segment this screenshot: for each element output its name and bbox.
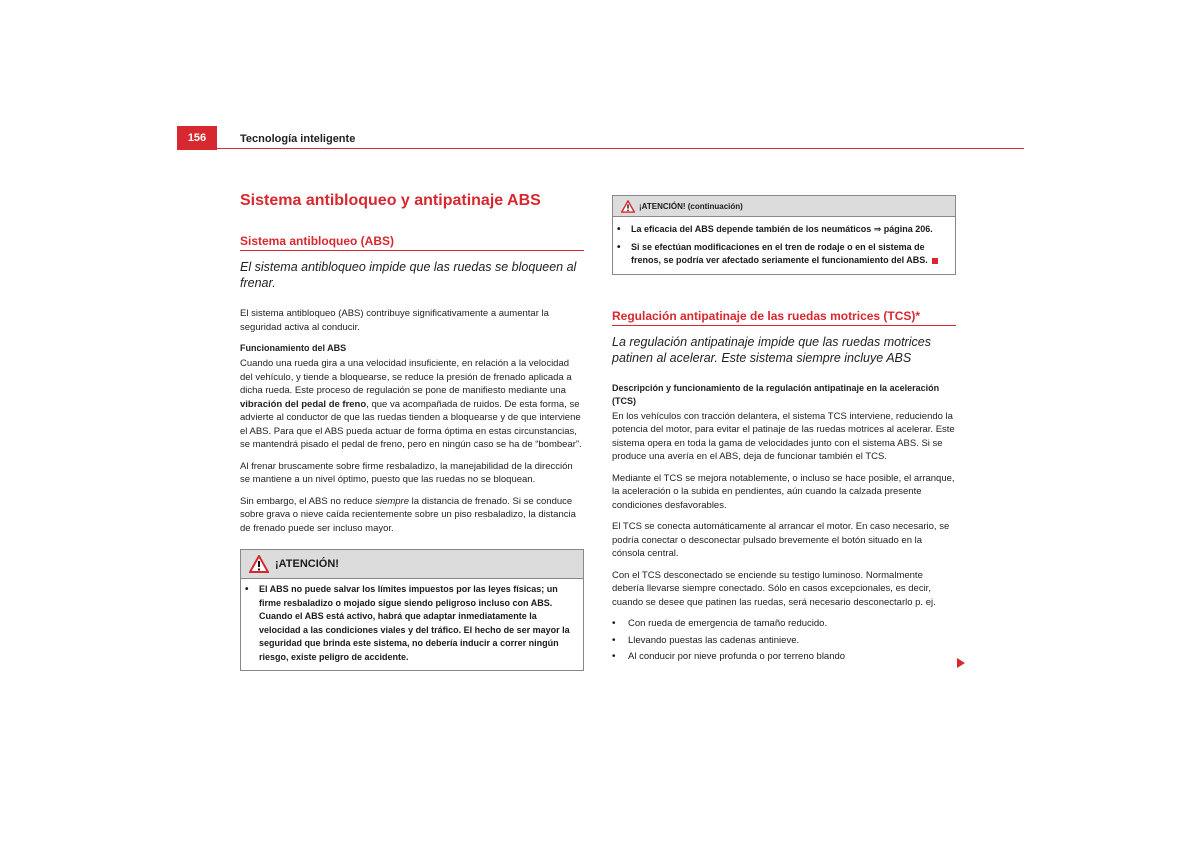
continue-arrow-icon [957,658,965,668]
list-item-text: Al conducir por nieve profunda o por terreno blando [628,651,846,662]
bullet: • [612,618,616,629]
warning-box [240,549,584,671]
running-header: Tecnología inteligente [240,133,356,145]
warning-title: ¡ATENCIÓN! [275,558,339,570]
paragraph-abs-function [240,357,584,452]
bullet: • [617,241,621,253]
paragraph-tcs-1: En los vehículos con tracción delantera, el sistema TCS interviene, reduciendo la potencia del motor, para evitar el patinaje de las ruedas motrices al acelerar. Este sistema opera en toda la gama de velocidades junto con el sistema ABS. Si se produce una avería en el ABS, deja de funcionar también el TCS. [612,410,955,462]
page-title: Sistema antibloqueo y antipatinaje ABS [240,192,541,209]
lead-text-abs: El sistema antibloqueo impide que las ruedas se bloqueen al frenar. [240,260,577,290]
bullet: • [245,584,249,595]
subheading-tcs-description: Descripción y funcionamiento de la regulación antipatinaje en la aceleración (TCS) [612,382,940,406]
bullet: • [617,224,621,235]
paragraph-braking-distance [240,495,584,536]
warning-header-continued [613,196,955,217]
list-item [612,617,956,631]
warning-item [617,223,951,237]
warning-box-continued [612,195,956,275]
text-run: Sin embargo, el ABS no reduce [240,495,376,507]
warning-item [617,241,951,268]
text-run: Cuando una rueda gira a una velocidad insuficiente, en relación a la velocidad del vehículo, y tiende a bloquearse, se reduce la presión de frenado aplicada a dicha rueda. Este proceso de regulación se pone de manifiesto mediante una [240,358,572,396]
warning-text: El ABS no puede salvar los límites impuestos por las leyes físicas; un firme resbaladizo o mojado sigue siendo peligroso incluso con ABS. Cuando el ABS está activo, habrá que adaptar inmediatamente la velocidad a las condiciones viales y del tráfico. El hecho de ser mayor la seguridad que brinda este sistema, no debería inducir a correr ningún riesgo, existe peligro de accidente. [259,584,570,662]
warning-header [241,550,583,579]
stop-square-icon [932,258,938,264]
section-title-tcs: Regulación antipatinaje de las ruedas motrices (TCS)* [612,309,956,326]
intro-paragraph: El sistema antibloqueo (ABS) contribuye significativamente a aumentar la seguridad activa al conducir. [240,308,549,333]
list-item [612,650,956,664]
right-column [612,195,956,667]
text-run: , que va acompañada de ruidos. De esta forma, se advierte al conductor de que las ruedas tienden a bloquearse y de que interviene el ABS. Para que el ABS pueda actuar de forma óptima en estas circunstancias, se mantendrá pisado el pedal de freno, pero en ningún caso se ha de “bombear”. [240,398,582,450]
warning-item-text [631,241,951,268]
text-run: Si se efectúan modificaciones en el tren de rodaje o en el sistema de frenos, se podría ver afectado seriamente el funcionamiento del ABS. [631,241,928,265]
paragraph-tcs-2: Mediante el TCS se mejora notablemente, o incluso se hace posible, el arranque, la aceleración o la subida en pendientes, aún cuando la calzada presente condiciones desfavorables. [612,472,955,511]
left-column [240,192,584,671]
bullet-list [612,617,956,664]
bullet: • [612,651,616,662]
bold-text-run: vibración del pedal de freno [240,398,367,410]
bullet: • [612,634,616,646]
paragraph-tcs-4: Con el TCS desconectado se enciende su testigo luminoso. Normalmente debería llevarse siempre conectado. Sólo en casos excepcionales, es decir, cuando se desee que patinen las ruedas, será necesario desconectarlo p. ej. [612,569,936,608]
paragraph-tcs-3: El TCS se conecta automáticamente al arrancar el motor. En caso necesario, se podría conectar o desconectar pulsado brevemente el botón situado en la cónsola central. [612,521,950,559]
warning-body-continued [613,217,955,274]
header-divider [177,148,1024,149]
paragraph-slippery-braking: Al frenar bruscamente sobre firme resbaladizo, la manejabilidad de la dirección se mantiene a un nivel óptimo, puesto que las ruedas no se bloquean. [240,460,573,485]
list-item-text: Llevando puestas las cadenas antinieve. [628,634,800,646]
list-item-text: Con rueda de emergencia de tamaño reducido. [628,618,828,629]
section-title-abs: Sistema antibloqueo (ABS) [240,234,584,251]
page-number: 156 [177,126,217,150]
warning-item [245,583,579,664]
italic-text-run: siempre [375,495,409,507]
subheading-abs-function: Funcionamiento del ABS [240,343,347,353]
warning-title-continued: ¡ATENCIÓN! (continuación) [639,201,743,211]
warning-triangle-icon [249,555,269,573]
list-item [612,634,956,648]
warning-item-text: La eficacia del ABS depende también de los neumáticos ⇒ página 206. [631,224,933,234]
warning-triangle-icon [621,200,635,213]
warning-body [241,579,583,670]
text-run: la distancia de frenado. Si se conduce sobre grava o nieve caída recientemente sobre un piso resbaladizo, la distancia de frenado puede ser incluso mayor. [240,495,576,534]
lead-text-tcs: La regulación antipatinaje impide que las ruedas motrices patinen al acelerar. Este sistema siempre incluye ABS [612,334,931,365]
